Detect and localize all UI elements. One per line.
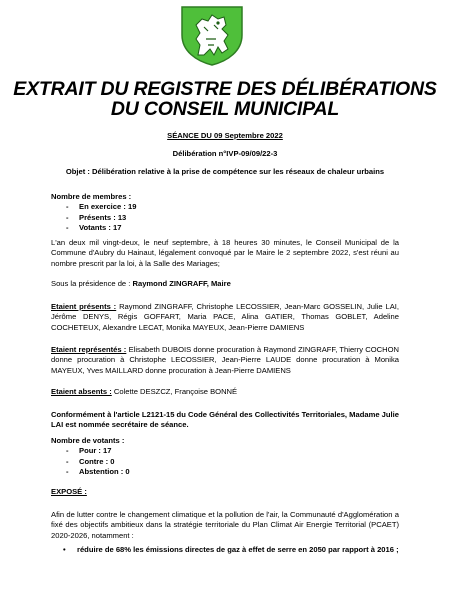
expose-paragraph: Afin de lutter contre le changement climatique et la pollution de l'air, la Communauté d'Agglomération a fixé des objectifs ambitieux dans la stratégie territoriale du Plan Climat Air Energie Territorial (PCAET) 2020-2026, notamment : xyxy=(51,510,399,540)
document-title-line-2: DU CONSEIL MUNICIPAL xyxy=(110,98,340,120)
document-title-line-1: EXTRAIT DU REGISTRE DES DÉLIBÉRATIONS xyxy=(13,78,437,100)
list-item: - Votants : 17 xyxy=(66,223,122,233)
membres-list xyxy=(51,202,399,233)
bullet-list xyxy=(51,545,399,555)
presents-label: Etaient présents : xyxy=(51,302,117,311)
coat-of-arms-logo xyxy=(178,5,246,67)
absents-label: Etaient absents : xyxy=(51,387,112,396)
representes-label: Etaient représentés : xyxy=(51,345,127,354)
expose-heading: EXPOSÉ : xyxy=(51,487,87,496)
votants-section xyxy=(51,436,399,478)
intro-paragraph: L'an deux mil vingt-deux, le neuf septembre, à 18 heures 30 minutes, le Conseil Municipal de la Commune d'Aubry du Hainaut, légalement convoqué par le Maire le 2 septembre 2022, s'est réuni au nombre prescrit par la loi, à la Salle des Mariages; xyxy=(51,238,399,268)
presents-paragraph: Etaient présents : Raymond ZINGRAFF, Christophe LECOSSIER, Jean-Marc GOSSELIN, Julie LAI, Jérôme DENYS, Régis GOFFART, Maria PACE, Alina GATIER, Thomas GOBLET, Adeline COCHETEUX, Alexandre LECAT, Monika MAYEUX, Jean-Pierre DAMIENS xyxy=(51,302,399,332)
votants-list xyxy=(51,446,399,477)
list-item: • réduire de 68% les émissions directes de gaz à effet de serre en 2050 par rapport à 2016 ; xyxy=(63,545,399,554)
secretaire-paragraph: Conformément à l'article L2121-15 du Code Général des Collectivités Territoriales, Madame Julie LAI est nommée secrétaire de séance. xyxy=(51,410,399,430)
objet-line: Objet : Délibération relative à la prise de compétence sur les réseaux de chaleur urbains xyxy=(65,167,385,176)
presidence-line: Sous la présidence de : Raymond ZINGRAFF, Maire xyxy=(51,279,231,288)
list-item: - Pour : 17 xyxy=(66,446,112,456)
bullet-icon: • xyxy=(63,545,66,554)
list-item: - Abstention : 0 xyxy=(66,467,130,477)
votants-heading: Nombre de votants : xyxy=(51,436,125,445)
membres-heading: Nombre de membres : xyxy=(51,192,132,201)
list-item: - En exercice : 19 xyxy=(66,202,137,212)
deliberation-number: Délibération n°IVP-09/09/22-3 xyxy=(172,149,278,158)
absents-paragraph: Etaient absents : Colette DESZCZ, Françoise BONNÉ xyxy=(51,387,238,396)
list-item: - Contre : 0 xyxy=(66,456,115,466)
representes-paragraph: Etaient représentés : Elisabeth DUBOIS donne procuration à Raymond ZINGRAFF, Thierry COCHON donne procuration à Christophe LECOSSIER, Jean-Pierre LAUDE donne procuration à Monika MAYEUX, Yves MAILLARD donne procuration à Jean-Pierre DAMIENS xyxy=(51,345,399,375)
seance-date: SÉANCE DU 09 Septembre 2022 xyxy=(167,131,283,140)
list-item: - Présents : 13 xyxy=(66,212,127,222)
membres-section xyxy=(51,192,399,234)
